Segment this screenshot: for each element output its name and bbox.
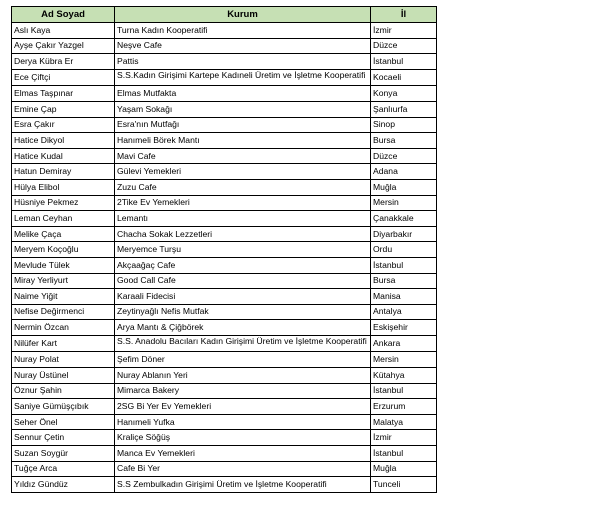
cell-ad-soyad: Suzan Soygür: [12, 446, 115, 462]
cell-ad-soyad: Nilüfer Kart: [12, 335, 115, 352]
table-row: [12, 273, 437, 289]
cell-il: Şanlıurfa: [371, 101, 437, 117]
cell-il: Sinop: [371, 117, 437, 133]
cell-il: Mersin: [371, 195, 437, 211]
cell-il: Ankara: [371, 335, 437, 352]
cell-kurum: Nuray Ablanın Yeri: [115, 368, 371, 384]
table-row: [12, 430, 437, 446]
cell-kurum: Mavi Cafe: [115, 148, 371, 164]
cell-ad-soyad: Meryem Koçoğlu: [12, 242, 115, 258]
cell-kurum: S.S. Anadolu Bacıları Kadın Girişimi Üretim ve İşletme Kooperatifi: [115, 335, 371, 352]
cell-ad-soyad: Elmas Taşpınar: [12, 86, 115, 102]
cell-kurum: Turna Kadın Kooperatifi: [115, 23, 371, 39]
cell-kurum: Meryemce Turşu: [115, 242, 371, 258]
cell-ad-soyad: Tuğçe Arca: [12, 461, 115, 477]
cell-il: İzmir: [371, 23, 437, 39]
table-row: [12, 117, 437, 133]
table-row: [12, 289, 437, 305]
cell-kurum: Karaali Fidecisi: [115, 289, 371, 305]
cell-kurum: Neşve Cafe: [115, 38, 371, 54]
cell-il: Çanakkale: [371, 211, 437, 227]
table-row: [12, 101, 437, 117]
cell-il: İstanbul: [371, 257, 437, 273]
cell-kurum: S.S Zembulkadın Girişimi Üretim ve İşletme Kooperatifi: [115, 477, 371, 493]
cell-kurum: Hanımeli Yufka: [115, 414, 371, 430]
cell-kurum: Kraliçe Söğüş: [115, 430, 371, 446]
cell-kurum: Zeytinyağlı Nefis Mutfak: [115, 304, 371, 320]
cell-ad-soyad: Hülya Elibol: [12, 179, 115, 195]
cell-ad-soyad: Nefise Değirmenci: [12, 304, 115, 320]
cell-kurum: S.S.Kadın Girişimi Kartepe Kadıneli Üretim ve İşletme Kooperatifi: [115, 69, 371, 86]
table-row: [12, 164, 437, 180]
cell-il: İzmir: [371, 430, 437, 446]
cell-kurum: Zuzu Cafe: [115, 179, 371, 195]
table-row: [12, 86, 437, 102]
cell-ad-soyad: Leman Ceyhan: [12, 211, 115, 227]
cell-ad-soyad: Hüsniye Pekmez: [12, 195, 115, 211]
table-row: [12, 23, 437, 39]
cell-ad-soyad: Nuray Polat: [12, 352, 115, 368]
cell-il: Düzce: [371, 148, 437, 164]
cell-ad-soyad: Derya Kübra Er: [12, 54, 115, 70]
cell-kurum: Lemantı: [115, 211, 371, 227]
cell-ad-soyad: Nuray Üstünel: [12, 368, 115, 384]
cell-ad-soyad: Emine Çap: [12, 101, 115, 117]
cell-kurum: Esra'nın Mutfağı: [115, 117, 371, 133]
cell-il: Düzce: [371, 38, 437, 54]
header-ad-soyad: Ad Soyad: [12, 7, 115, 23]
cell-ad-soyad: Melike Çaça: [12, 226, 115, 242]
cell-ad-soyad: Naime Yiğit: [12, 289, 115, 305]
cell-kurum: Gülevi Yemekleri: [115, 164, 371, 180]
cell-kurum: Elmas Mutfakta: [115, 86, 371, 102]
header-il: İl: [371, 7, 437, 23]
table-row: [12, 69, 437, 86]
cell-il: Tunceli: [371, 477, 437, 493]
cell-kurum: Akçaağaç Cafe: [115, 257, 371, 273]
cell-kurum: 2Tike Ev Yemekleri: [115, 195, 371, 211]
cell-kurum: Good Call Cafe: [115, 273, 371, 289]
cell-ad-soyad: Hatice Kudal: [12, 148, 115, 164]
cell-ad-soyad: Miray Yerliyurt: [12, 273, 115, 289]
cell-il: Manisa: [371, 289, 437, 305]
cell-ad-soyad: Hatun Demiray: [12, 164, 115, 180]
table-row: [12, 242, 437, 258]
table-row: [12, 320, 437, 336]
cell-il: Eskişehir: [371, 320, 437, 336]
cell-ad-soyad: Nermin Özcan: [12, 320, 115, 336]
cell-il: Adana: [371, 164, 437, 180]
header-kurum: Kurum: [115, 7, 371, 23]
table-row: [12, 352, 437, 368]
cell-kurum: Hanımeli Börek Mantı: [115, 133, 371, 149]
cell-il: Bursa: [371, 133, 437, 149]
table-row: [12, 257, 437, 273]
cell-il: İstanbul: [371, 383, 437, 399]
table-row: [12, 179, 437, 195]
cell-il: Konya: [371, 86, 437, 102]
cell-il: Antalya: [371, 304, 437, 320]
cell-kurum: Arya Mantı & Çiğbörek: [115, 320, 371, 336]
table-row: [12, 211, 437, 227]
cell-kurum: Chacha Sokak Lezzetleri: [115, 226, 371, 242]
table-row: [12, 446, 437, 462]
cell-kurum: Yaşam Sokağı: [115, 101, 371, 117]
cell-ad-soyad: Mevlude Tülek: [12, 257, 115, 273]
table-row: [12, 38, 437, 54]
table-row: [12, 54, 437, 70]
participants-table: [11, 6, 437, 493]
cell-il: Muğla: [371, 179, 437, 195]
cell-il: Mersin: [371, 352, 437, 368]
cell-ad-soyad: Yıldız Gündüz: [12, 477, 115, 493]
table-row: [12, 399, 437, 415]
cell-il: Kocaeli: [371, 69, 437, 86]
cell-ad-soyad: Esra Çakır: [12, 117, 115, 133]
cell-ad-soyad: Seher Önel: [12, 414, 115, 430]
cell-kurum: Şefim Döner: [115, 352, 371, 368]
cell-il: İstanbul: [371, 54, 437, 70]
cell-ad-soyad: Aslı Kaya: [12, 23, 115, 39]
table-row: [12, 195, 437, 211]
table-row: [12, 226, 437, 242]
table-row: [12, 335, 437, 352]
cell-il: Kütahya: [371, 368, 437, 384]
cell-il: Diyarbakır: [371, 226, 437, 242]
cell-ad-soyad: Ayşe Çakır Yazgel: [12, 38, 115, 54]
cell-ad-soyad: Saniye Gümüşçıbık: [12, 399, 115, 415]
cell-kurum: Pattis: [115, 54, 371, 70]
table-row: [12, 477, 437, 493]
cell-kurum: 2SG Bi Yer Ev Yemekleri: [115, 399, 371, 415]
cell-ad-soyad: Öznur Şahin: [12, 383, 115, 399]
table-row: [12, 414, 437, 430]
cell-kurum: Manca Ev Yemekleri: [115, 446, 371, 462]
cell-il: İstanbul: [371, 446, 437, 462]
cell-il: Muğla: [371, 461, 437, 477]
cell-kurum: Mimarca Bakery: [115, 383, 371, 399]
table-row: [12, 383, 437, 399]
cell-kurum: Cafe Bi Yer: [115, 461, 371, 477]
table-row: [12, 368, 437, 384]
cell-il: Erzurum: [371, 399, 437, 415]
cell-il: Malatya: [371, 414, 437, 430]
table-row: [12, 148, 437, 164]
cell-ad-soyad: Sennur Çetin: [12, 430, 115, 446]
header-row: [12, 7, 437, 23]
table-body: [12, 23, 437, 493]
cell-il: Bursa: [371, 273, 437, 289]
cell-il: Ordu: [371, 242, 437, 258]
table-row: [12, 304, 437, 320]
table-row: [12, 133, 437, 149]
cell-ad-soyad: Ece Çiftçi: [12, 69, 115, 86]
table-row: [12, 461, 437, 477]
cell-ad-soyad: Hatice Dikyol: [12, 133, 115, 149]
